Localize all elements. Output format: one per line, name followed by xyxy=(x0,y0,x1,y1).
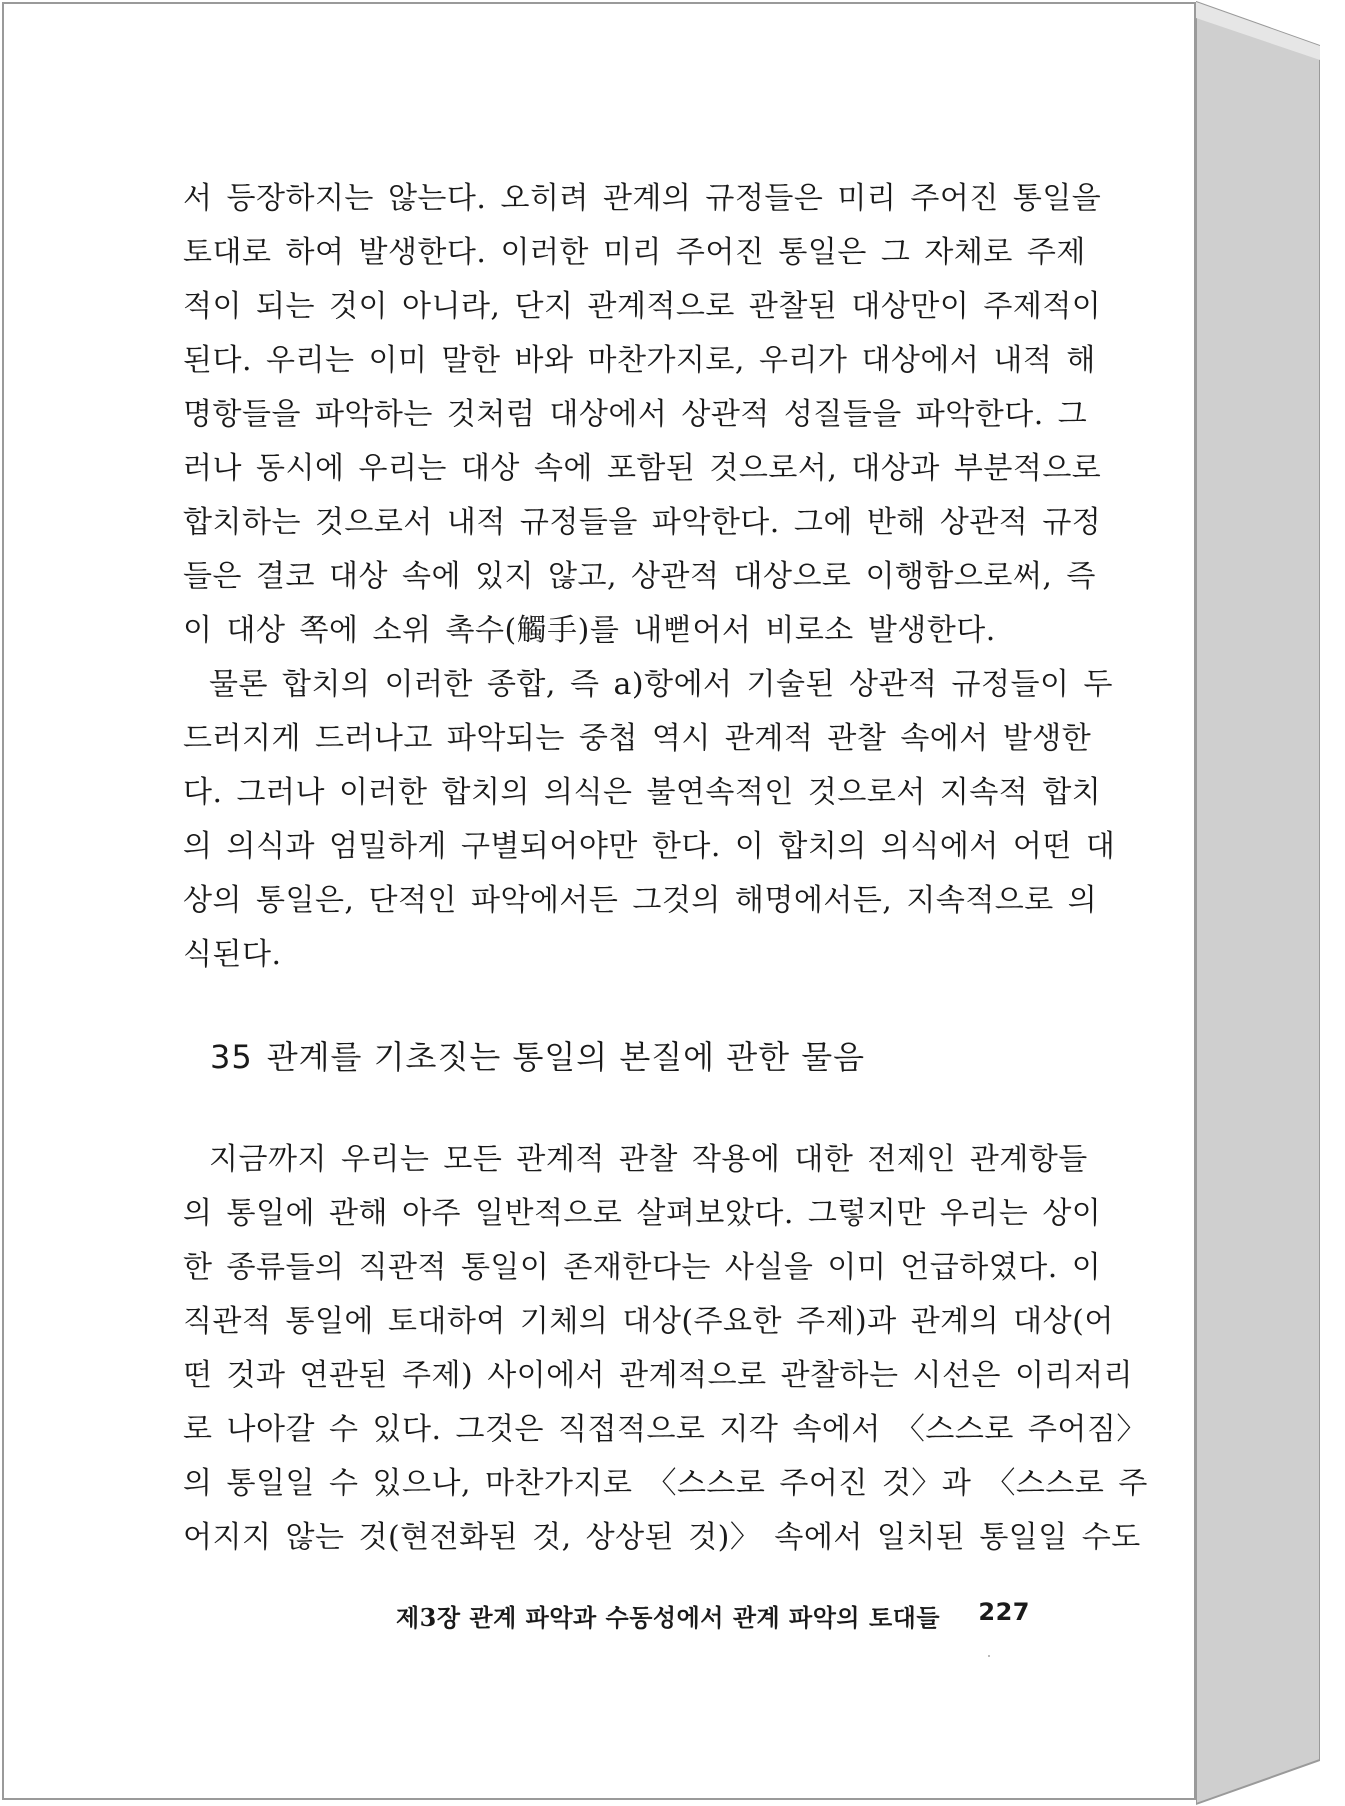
text-line: 상의 통일은, 단적인 파악에서든 그것의 해명에서든, 지속적으로 의 xyxy=(183,883,1098,918)
text-line: 의 통일일 수 있으나, 마찬가지로 〈스스로 주어진 것〉과 〈스스로 주 xyxy=(183,1466,1148,1501)
text-line: 러나 동시에 우리는 대상 속에 포함된 것으로서, 대상과 부분적으로 xyxy=(183,451,1102,486)
book-spine-shadow xyxy=(1196,0,1320,1806)
section-heading xyxy=(210,1032,865,1078)
text-line: 서 등장하지는 않는다. 오히려 관계의 규정들은 미리 주어진 통일을 xyxy=(183,181,1102,216)
page-number: 227 xyxy=(978,1598,1030,1626)
body-text-bottom xyxy=(183,1133,1148,1565)
text-line: 이 대상 쪽에 소위 촉수(觸手)를 내뻗어서 비로소 발생한다. xyxy=(183,613,996,648)
text-line: 떤 것과 연관된 주제) 사이에서 관계적으로 관찰하는 시선은 이리저리 xyxy=(183,1358,1133,1393)
text-line: 지금까지 우리는 모든 관계적 관찰 작용에 대한 전제인 관계항들 xyxy=(209,1142,1088,1177)
text-line: 의 통일에 관해 아주 일반적으로 살펴보았다. 그렇지만 우리는 상이 xyxy=(183,1196,1102,1231)
text-line: 한 종류들의 직관적 통일이 존재한다는 사실을 이미 언급하였다. 이 xyxy=(183,1250,1102,1285)
text-line: 직관적 통일에 토대하여 기체의 대상(주요한 주제)과 관계의 대상(어 xyxy=(183,1304,1114,1339)
text-line: 드러지게 드러나고 파악되는 중첩 역시 관계적 관찰 속에서 발생한 xyxy=(183,721,1092,756)
paragraph-2 xyxy=(183,658,1116,982)
text-line: 어지지 않는 것(현전화된 것, 상상된 것)〉 속에서 일치된 통일일 수도 xyxy=(183,1520,1141,1555)
text-line: 다. 그러나 이러한 합치의 의식은 불연속적인 것으로서 지속적 합치 xyxy=(183,775,1102,810)
text-line: 적이 되는 것이 아니라, 단지 관계적으로 관찰된 대상만이 주제적이 xyxy=(183,289,1102,324)
section-number: 35 xyxy=(210,1038,253,1076)
running-head: 제3장 관계 파악과 수동성에서 관계 파악의 토대들 xyxy=(396,1603,941,1632)
text-line: 로 나아갈 수 있다. 그것은 직접적으로 지각 속에서 〈스스로 주어짐〉 xyxy=(183,1412,1147,1447)
text-line: 의 의식과 엄밀하게 구별되어야만 한다. 이 합치의 의식에서 어떤 대 xyxy=(183,829,1116,864)
text-line: 들은 결코 대상 속에 있지 않고, 상관적 대상으로 이행함으로써, 즉 xyxy=(183,559,1096,594)
paragraph-1 xyxy=(183,172,1102,658)
body-text-top xyxy=(183,172,1116,982)
paragraph-3 xyxy=(183,1133,1148,1565)
text-line: 토대로 하여 발생한다. 이러한 미리 주어진 통일은 그 자체로 주제 xyxy=(183,235,1086,270)
text-line: 합치하는 것으로서 내적 규정들을 파악한다. 그에 반해 상관적 규정 xyxy=(183,505,1102,540)
text-line: 명항들을 파악하는 것처럼 대상에서 상관적 성질들을 파악한다. 그 xyxy=(183,397,1088,432)
scan-speck xyxy=(988,1655,990,1657)
text-line: 물론 합치의 이러한 종합, 즉 a)항에서 기술된 상관적 규정들이 두 xyxy=(209,667,1113,702)
text-line: 식된다. xyxy=(183,937,282,972)
text-line: 된다. 우리는 이미 말한 바와 마찬가지로, 우리가 대상에서 내적 해 xyxy=(183,343,1096,378)
section-title: 관계를 기초짓는 통일의 본질에 관한 물음 xyxy=(266,1038,866,1076)
page-footer xyxy=(396,1598,1030,1633)
